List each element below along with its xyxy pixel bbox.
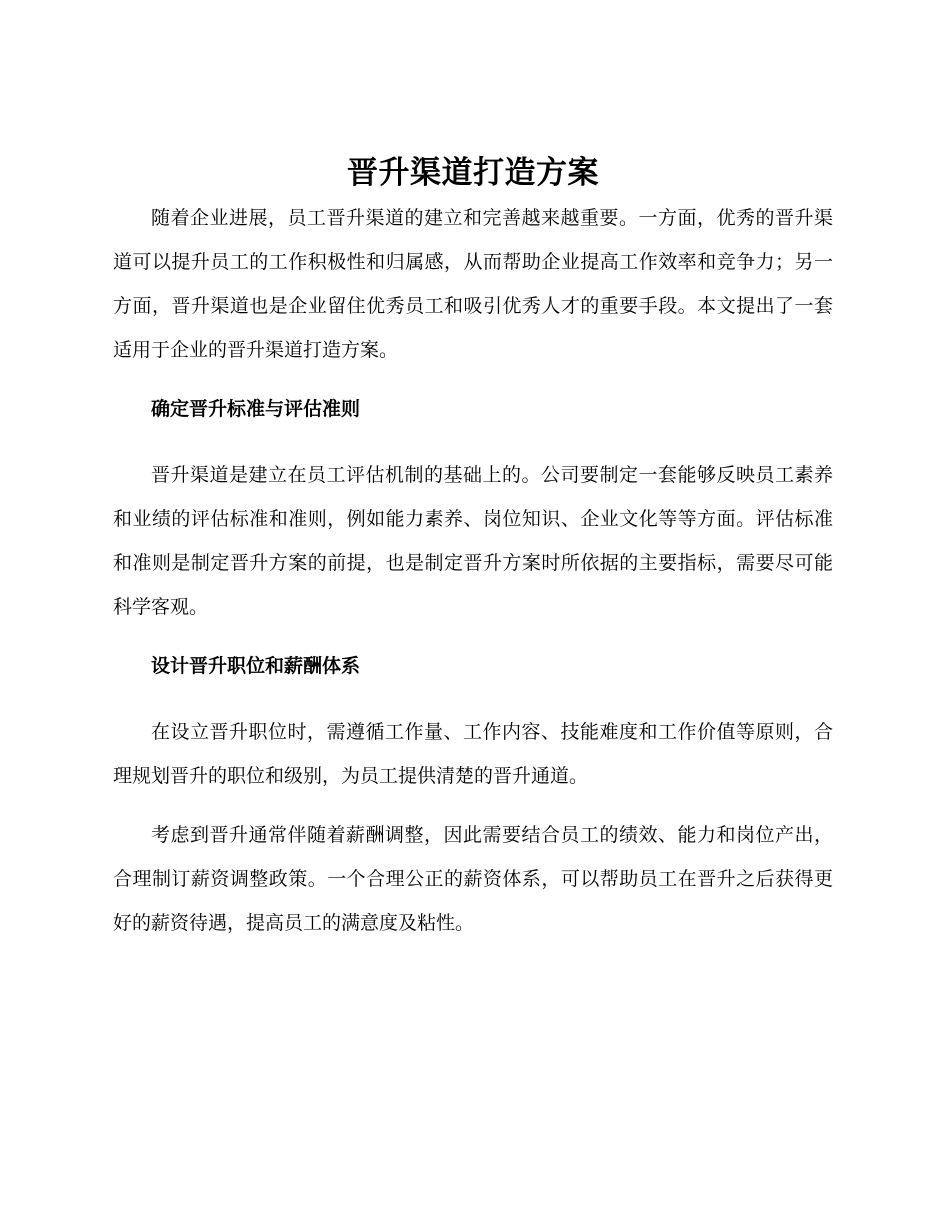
intro-paragraph: 随着企业进展，员工晋升渠道的建立和完善越来越重要。一方面，优秀的晋升渠道可以提升员工的工作积极性和归属感，从而帮助企业提高工作效率和竞争力；另一方面，晋升渠道也是企业留住优秀员工和吸引优秀人才的重要手段。本文提出了一套适用于企业的晋升渠道打造方案。	[113, 207, 833, 361]
document-page	[113, 150, 833, 960]
section-heading-positions-salary: 设计晋升职位和薪酬体系	[151, 655, 361, 677]
section-paragraph: 在设立晋升职位时，需遵循工作量、工作内容、技能难度和工作价值等原则，合理规划晋升的职位和级别，为员工提供清楚的晋升通道。	[113, 721, 833, 787]
document-title: 晋升渠道打造方案	[347, 155, 599, 191]
section-paragraph: 晋升渠道是建立在员工评估机制的基础上的。公司要制定一套能够反映员工素养和业绩的评估标准和准则，例如能力素养、岗位知识、企业文化等等方面。评估标准和准则是制定晋升方案的前提，也是制定晋升方案时所依据的主要指标，需要尽可能科学客观。	[113, 464, 833, 618]
section-heading-evaluation: 确定晋升标准与评估准则	[151, 398, 361, 420]
section-paragraph: 考虑到晋升通常伴随着薪酬调整，因此需要结合员工的绩效、能力和岗位产出，合理制订薪资调整政策。一个合理公正的薪资体系，可以帮助员工在晋升之后获得更好的薪资待遇，提高员工的满意度及粘性。	[113, 824, 833, 934]
